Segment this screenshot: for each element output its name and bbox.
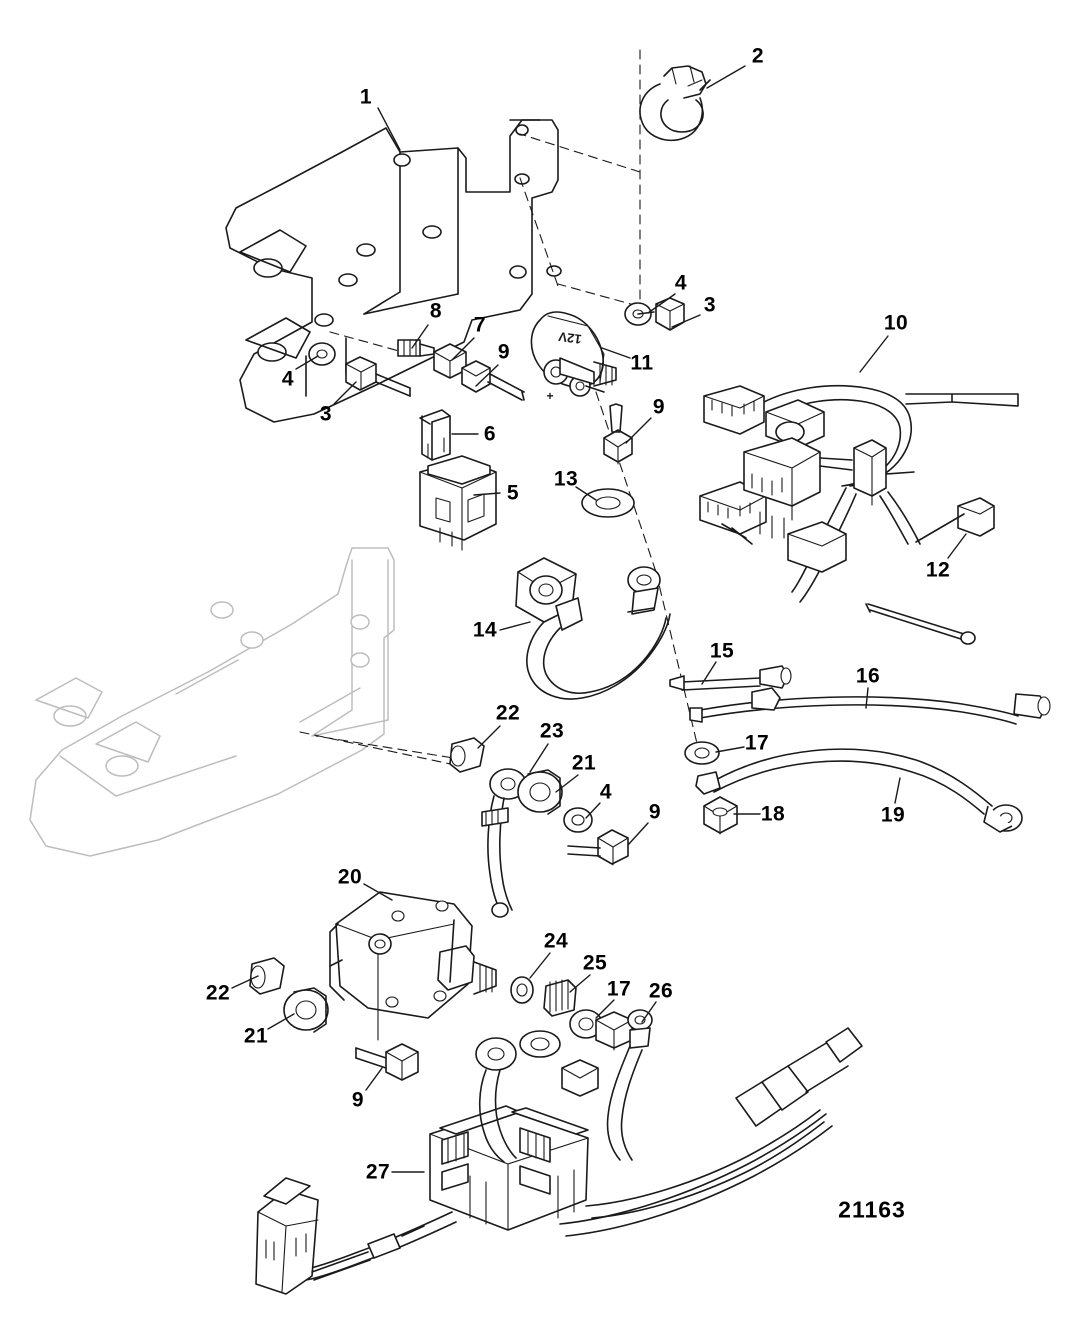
callout-19: 19: [880, 803, 906, 827]
callout-26: 26: [648, 979, 674, 1003]
callout-4c: 4: [599, 780, 613, 804]
solenoid-plus-label: +: [546, 389, 554, 403]
callout-15: 15: [709, 639, 735, 663]
bolt-item9-lower: [356, 1044, 418, 1080]
callout-18: 18: [760, 802, 786, 826]
callout-7: 7: [473, 313, 487, 337]
bushing-grommet-lower-left: [250, 958, 328, 1032]
callout-20: 20: [337, 865, 363, 889]
leader-2: [707, 66, 745, 88]
solenoid-12v-label: 12V: [557, 328, 583, 348]
spacer-sleeve-items-24-25: [511, 977, 576, 1016]
callout-leaders: [232, 66, 966, 1172]
trim-motor-item20: [330, 892, 496, 1040]
bolt-washer-left: [309, 343, 410, 396]
callout-21a: 21: [571, 751, 597, 775]
bolt-item9-solenoid: [604, 404, 632, 464]
battery-cable-item14: [516, 558, 670, 699]
callout-3b: 3: [319, 402, 333, 426]
washers-item17-lower: [520, 1010, 602, 1057]
callout-22a: 22: [495, 701, 521, 725]
curved-cable-item19: [696, 749, 1022, 832]
leader-9b: [626, 418, 651, 443]
callout-9b: 9: [652, 395, 666, 419]
bushing-item22-upper: [450, 738, 484, 772]
callout-23: 23: [539, 719, 565, 743]
callout-12: 12: [925, 558, 951, 582]
callout-4b: 4: [281, 367, 295, 391]
leader-4c: [586, 803, 600, 818]
callout-17a: 17: [744, 731, 770, 755]
callout-17b: 17: [606, 977, 632, 1001]
nut-item18: [704, 797, 737, 834]
callout-16: 16: [855, 664, 881, 688]
washer-bolt-middle: [564, 808, 628, 865]
washer-item17-upper: [685, 742, 719, 764]
callout-22b: 22: [205, 981, 231, 1005]
jumper-lead-item15: [670, 666, 791, 690]
callout-1: 1: [359, 85, 373, 109]
harness-assembly-item10: [700, 386, 1018, 602]
callout-13: 13: [553, 467, 579, 491]
washer-item13: [582, 489, 634, 517]
leader-12: [948, 534, 966, 558]
drawing-number: 21163: [838, 1196, 906, 1223]
callout-24: 24: [543, 929, 569, 953]
callout-8: 8: [429, 299, 443, 323]
callout-27: 27: [365, 1160, 391, 1184]
callout-2: 2: [751, 44, 765, 68]
callout-3a: 3: [703, 293, 717, 317]
leader-14: [500, 622, 530, 630]
leader-22a: [478, 726, 500, 748]
leader-17a: [716, 747, 744, 752]
fuse-block-item27: [256, 1028, 862, 1294]
clamp-ring-item2: [640, 66, 710, 140]
leader-19: [895, 778, 900, 803]
leader-23: [530, 744, 548, 772]
callout-14: 14: [472, 618, 498, 642]
leader-3b: [334, 382, 356, 404]
leader-1: [378, 108, 400, 150]
tie-strap-item12: [866, 604, 975, 644]
leader-9c: [628, 823, 648, 845]
bolt-item9-upper: [462, 361, 524, 400]
callout-21b: 21: [243, 1024, 269, 1048]
callout-5: 5: [506, 481, 520, 505]
leader-25: [570, 975, 590, 992]
leader-11: [602, 348, 630, 358]
callout-11: 11: [630, 351, 654, 375]
callout-6: 6: [483, 422, 497, 446]
callout-9c: 9: [648, 800, 662, 824]
long-cable-item16: [690, 688, 1050, 724]
callout-10: 10: [883, 311, 909, 335]
callout-9a: 9: [497, 340, 511, 364]
leader-9d: [366, 1068, 382, 1090]
callout-4a: 4: [674, 271, 688, 295]
ghost-transom-bracket: [30, 548, 394, 856]
relay-item5: [420, 456, 496, 550]
bracket-assembly-item1: [226, 120, 561, 422]
callout-9d: 9: [351, 1088, 365, 1112]
solenoid-item11: [531, 312, 616, 396]
leader-24: [530, 953, 550, 978]
callout-25: 25: [582, 951, 608, 975]
retainer-clip-item6: [420, 410, 450, 460]
leader-10: [860, 336, 888, 372]
